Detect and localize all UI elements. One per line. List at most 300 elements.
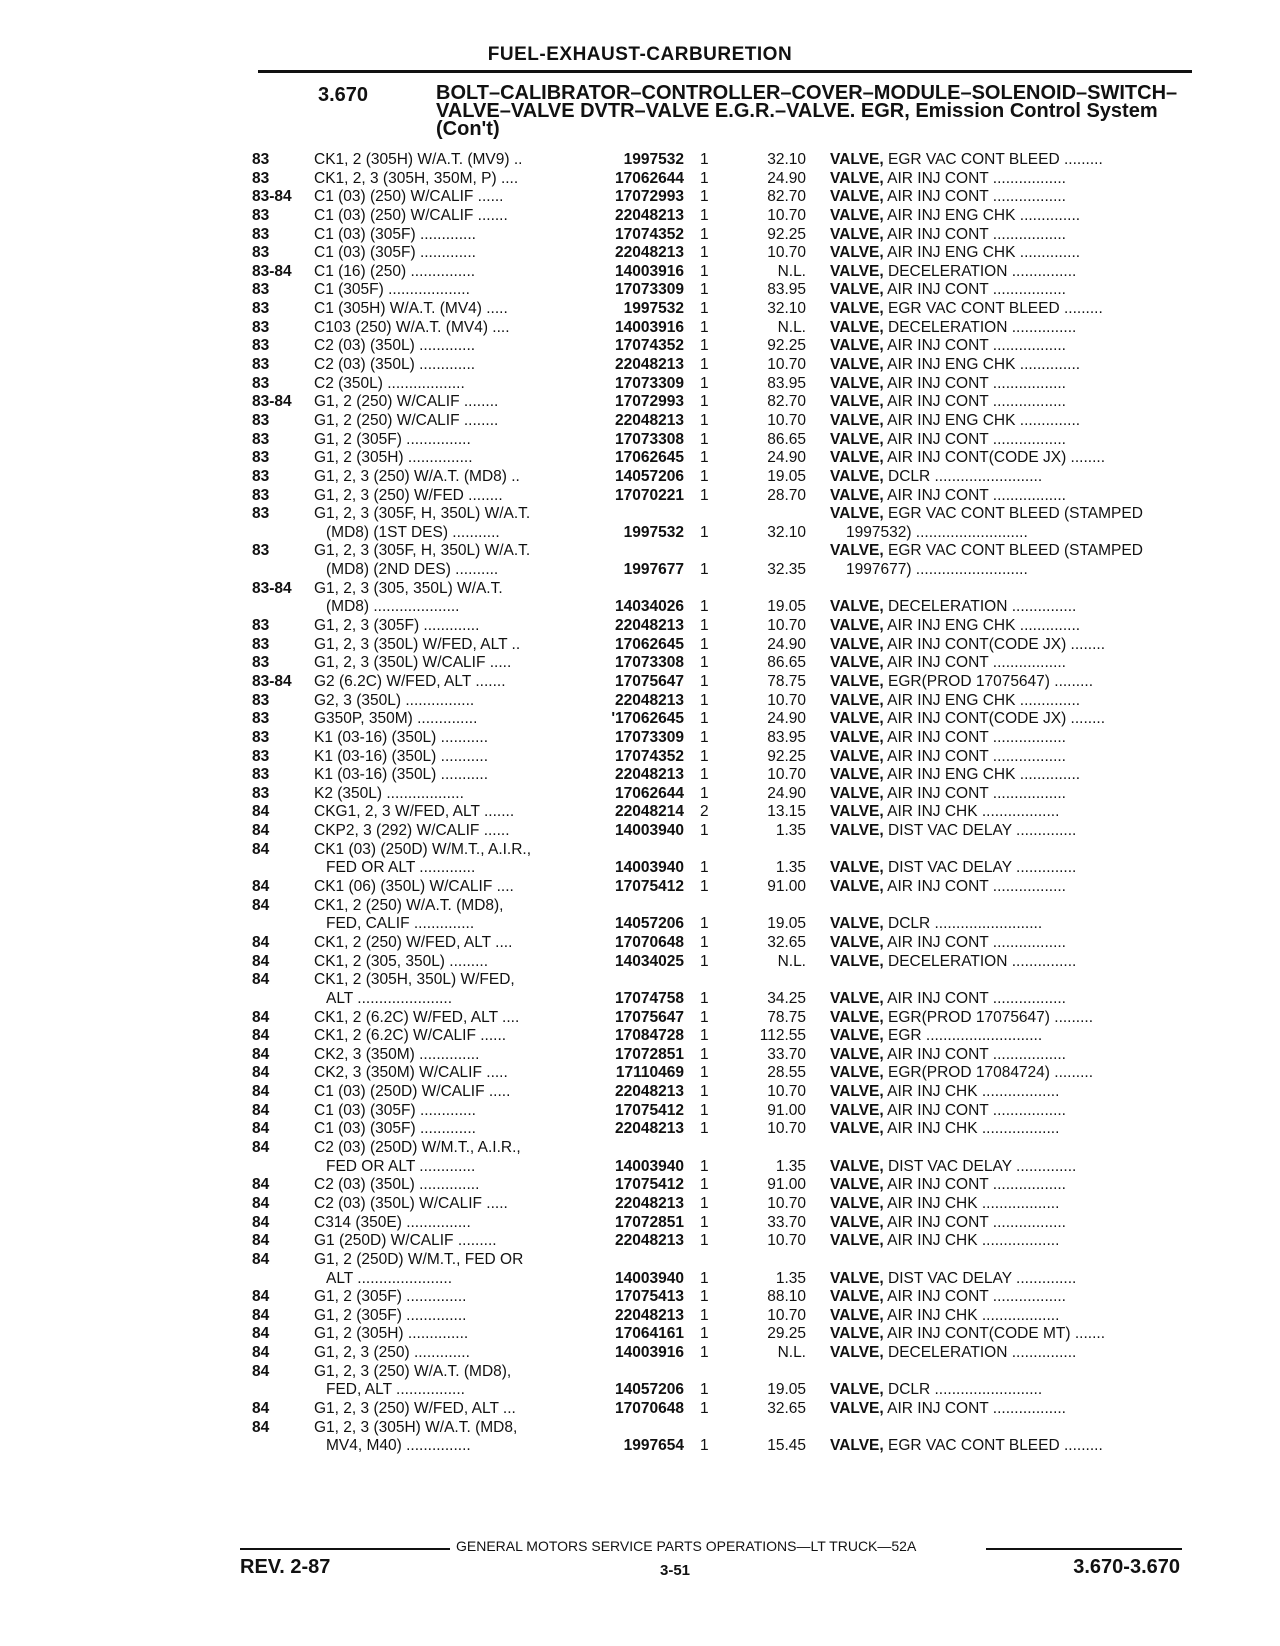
model-year: 84 xyxy=(252,1194,270,1212)
part-number: 22048214 xyxy=(615,803,684,821)
quantity: 1 xyxy=(700,1064,709,1082)
part-name xyxy=(830,244,1080,263)
quantity: 1 xyxy=(700,1437,709,1455)
part-number: 22048213 xyxy=(615,206,684,224)
part-number: 17084728 xyxy=(615,1027,684,1045)
vehicle-description-cont: FED OR ALT ............. xyxy=(326,859,476,877)
part-number: 17070648 xyxy=(615,933,684,951)
price: 83.95 xyxy=(767,374,806,392)
part-number: 22048213 xyxy=(615,1306,684,1324)
part-name-detail: AIR INJ CONT(CODE MT) ....... xyxy=(883,1325,1105,1343)
part-name xyxy=(830,188,1066,207)
part-name xyxy=(830,449,1105,468)
part-name xyxy=(830,1214,1066,1233)
vehicle-description: G1, 2, 3 (305F, H, 350L) W/A.T. xyxy=(314,505,531,523)
header-rule xyxy=(258,70,1192,73)
vehicle-description: C1 (305F) ................... xyxy=(314,281,470,299)
vehicle-description: G1, 2, 3 (250) W/FED ........ xyxy=(314,486,503,504)
part-number: 14003916 xyxy=(615,262,684,280)
vehicle-description-cont: FED OR ALT ............. xyxy=(326,1157,476,1175)
model-year: 83-84 xyxy=(252,188,292,206)
model-year: 84 xyxy=(252,1045,270,1063)
price: 32.65 xyxy=(767,933,806,951)
part-name-noun: VALVE, xyxy=(830,151,884,168)
part-name xyxy=(830,766,1080,785)
vehicle-description: K1 (03-16) (350L) ........... xyxy=(314,766,489,784)
table-row xyxy=(0,1214,1280,1233)
price: 24.90 xyxy=(767,710,806,728)
part-name-detail: EGR(PROD 17075647) ......... xyxy=(883,672,1094,690)
model-year: 83 xyxy=(252,747,270,765)
price: 24.90 xyxy=(767,635,806,653)
part-name-noun: VALVE, xyxy=(830,766,884,784)
part-name xyxy=(830,729,1066,748)
model-year: 84 xyxy=(252,1344,270,1362)
quantity: 1 xyxy=(700,337,709,355)
model-year: 83 xyxy=(252,449,270,467)
vehicle-description: CK1, 2 (6.2C) W/CALIF ...... xyxy=(314,1027,507,1045)
table-row xyxy=(0,1046,1280,1065)
table-row xyxy=(0,785,1280,804)
vehicle-description: CKG1, 2, 3 W/FED, ALT ....... xyxy=(314,803,515,821)
part-number: 17072993 xyxy=(615,393,684,411)
part-number: 22048213 xyxy=(615,1232,684,1250)
model-year: 83 xyxy=(252,169,270,187)
part-name-noun: VALVE, xyxy=(830,1064,884,1082)
part-number: 22048213 xyxy=(615,617,684,635)
table-row xyxy=(0,636,1280,655)
part-name xyxy=(830,1120,1059,1139)
part-name-noun: VALVE, xyxy=(830,356,884,374)
page-header-title: FUEL-EXHAUST-CARBURETION xyxy=(487,44,793,65)
vehicle-description: G1, 2, 3 (350L) W/FED, ALT .. xyxy=(314,635,521,653)
price: 10.70 xyxy=(767,356,806,374)
part-name-detail: AIR INJ CHK .................. xyxy=(883,1120,1060,1138)
part-name xyxy=(830,1344,1076,1363)
price: 15.45 xyxy=(767,1437,806,1455)
table-row xyxy=(0,1307,1280,1326)
model-year: 83 xyxy=(252,617,270,635)
table-row xyxy=(0,710,1280,729)
quantity: 1 xyxy=(700,1381,709,1399)
quantity: 1 xyxy=(700,356,709,374)
model-year: 83 xyxy=(252,542,270,560)
part-name-detail: AIR INJ ENG CHK .............. xyxy=(883,766,1081,784)
part-number: 1997677 xyxy=(623,561,684,579)
quantity: 1 xyxy=(700,374,709,392)
part-name-noun: VALVE, xyxy=(830,784,884,802)
part-name xyxy=(830,263,1076,282)
model-year: 84 xyxy=(252,1008,270,1026)
vehicle-description: CK1, 2 (305H, 350L) W/FED, xyxy=(314,971,515,989)
part-name xyxy=(830,487,1066,506)
vehicle-description: G1, 2 (250) W/CALIF ........ xyxy=(314,411,499,429)
part-name xyxy=(830,654,1066,673)
model-year: 83 xyxy=(252,486,270,504)
part-name-detail: AIR INJ CONT ................. xyxy=(883,1176,1066,1194)
part-name-detail: EGR VAC CONT BLEED ......... xyxy=(883,1437,1103,1455)
part-name xyxy=(830,692,1080,711)
part-name-noun: VALVE, xyxy=(830,542,884,560)
vehicle-description: C314 (350E) ............... xyxy=(314,1213,471,1231)
footer-revision: REV. 2-87 xyxy=(240,1556,331,1578)
model-year: 84 xyxy=(252,1232,270,1250)
part-name-noun: VALVE, xyxy=(830,1325,884,1343)
part-name-noun: VALVE, xyxy=(830,1083,884,1101)
price: 19.05 xyxy=(767,915,806,933)
quantity: 1 xyxy=(700,1045,709,1063)
part-number: 14003940 xyxy=(615,822,684,840)
vehicle-description: CK2, 3 (350M) .............. xyxy=(314,1045,480,1063)
part-number: 1997532 xyxy=(623,151,684,168)
quantity: 1 xyxy=(700,449,709,467)
part-name-detail: AIR INJ CHK .................. xyxy=(883,1083,1060,1101)
quantity: 1 xyxy=(700,188,709,206)
quantity: 1 xyxy=(700,1194,709,1212)
part-name xyxy=(830,468,1042,487)
part-number: 1997654 xyxy=(623,1437,684,1455)
part-name-noun: VALVE, xyxy=(830,1232,884,1250)
part-number: 17075647 xyxy=(615,1008,684,1026)
table-row xyxy=(0,1344,1280,1363)
part-number: 17074352 xyxy=(615,337,684,355)
vehicle-description: G2, 3 (350L) ................ xyxy=(314,691,475,709)
vehicle-description: C1 (03) (250) W/CALIF ...... xyxy=(314,188,504,206)
part-number: 17072851 xyxy=(615,1213,684,1231)
table-row xyxy=(0,151,1280,170)
quantity: 1 xyxy=(700,859,709,877)
vehicle-description-cont: ALT ...................... xyxy=(326,1269,453,1287)
part-name-detail: AIR INJ CHK .................. xyxy=(883,803,1060,821)
part-number: 17062644 xyxy=(615,784,684,802)
table-row xyxy=(0,654,1280,673)
model-year: 84 xyxy=(252,803,270,821)
part-name-noun: VALVE, xyxy=(830,691,884,709)
part-name-noun: VALVE, xyxy=(830,635,884,653)
quantity: 1 xyxy=(700,1083,709,1101)
price: 10.70 xyxy=(767,617,806,635)
price: 10.70 xyxy=(767,411,806,429)
quantity: 1 xyxy=(700,728,709,746)
part-name xyxy=(830,281,1066,300)
price: N.L. xyxy=(777,952,806,970)
part-name-noun: VALVE, xyxy=(830,1120,884,1138)
footer-rule-left xyxy=(240,1548,450,1550)
table-row xyxy=(0,934,1280,953)
price: 91.00 xyxy=(767,1101,806,1119)
price: 86.65 xyxy=(767,654,806,672)
part-name-noun: VALVE, xyxy=(830,449,884,467)
model-year: 83-84 xyxy=(252,672,292,690)
part-number: 1997532 xyxy=(623,523,684,541)
part-name-detail: DCLR ......................... xyxy=(883,915,1043,933)
part-name-noun: VALVE, xyxy=(830,467,884,485)
part-number: 17110469 xyxy=(615,1064,684,1082)
model-year: 83-84 xyxy=(252,393,292,411)
part-number: 14057206 xyxy=(615,915,684,933)
price: 10.70 xyxy=(767,1083,806,1101)
part-name xyxy=(830,1102,1066,1121)
part-name-noun: VALVE, xyxy=(830,206,884,224)
part-name-noun: VALVE, xyxy=(830,1288,884,1306)
model-year: 83 xyxy=(252,710,270,728)
quantity: 1 xyxy=(700,691,709,709)
footer-rule-right xyxy=(986,1548,1182,1550)
price: 88.10 xyxy=(767,1288,806,1306)
part-name xyxy=(830,1083,1059,1102)
part-name-noun: VALVE, xyxy=(830,300,884,318)
vehicle-description: G1, 2 (305F) ............... xyxy=(314,430,471,448)
price: 13.15 xyxy=(767,803,806,821)
table-row xyxy=(0,841,1280,878)
part-number: 14057206 xyxy=(615,467,684,485)
quantity: 1 xyxy=(700,989,709,1007)
price: 83.95 xyxy=(767,728,806,746)
table-row xyxy=(0,1251,1280,1288)
part-name xyxy=(830,990,1066,1009)
vehicle-description: C1 (03) (305F) ............. xyxy=(314,244,476,262)
part-name-noun: VALVE, xyxy=(830,262,884,280)
price: 19.05 xyxy=(767,1381,806,1399)
part-name-detail: EGR VAC CONT BLEED ......... xyxy=(883,300,1103,318)
footer-section-ref: 3.670-3.670 xyxy=(1073,1556,1180,1578)
part-number: 17073308 xyxy=(615,430,684,448)
price: 1.35 xyxy=(775,822,806,840)
part-name-detail: AIR INJ CONT ................. xyxy=(883,654,1066,672)
quantity: 1 xyxy=(700,1008,709,1026)
vehicle-description: C2 (03) (250D) W/M.T., A.I.R., xyxy=(314,1139,521,1157)
part-name-detail: AIR INJ CONT ................. xyxy=(883,225,1066,243)
model-year: 84 xyxy=(252,1418,270,1436)
part-name-detail: DIST VAC DELAY .............. xyxy=(883,822,1077,840)
part-name-noun: VALVE, xyxy=(830,430,884,448)
price: 33.70 xyxy=(767,1045,806,1063)
part-name-detail: AIR INJ CONT ................. xyxy=(883,281,1066,299)
part-name-noun: VALVE, xyxy=(830,169,884,187)
table-row xyxy=(0,1232,1280,1251)
vehicle-description: G1, 2, 3 (250) W/A.T. (MD8), xyxy=(314,1362,512,1380)
model-year: 84 xyxy=(252,896,270,914)
model-year: 83 xyxy=(252,337,270,355)
price: N.L. xyxy=(777,1344,806,1362)
part-name xyxy=(830,375,1066,394)
model-year: 83 xyxy=(252,784,270,802)
part-name-detail: AIR INJ CONT(CODE JX) ........ xyxy=(883,449,1106,467)
part-name-detail: AIR INJ ENG CHK .............. xyxy=(883,356,1081,374)
part-name-noun: VALVE, xyxy=(830,747,884,765)
model-year: 83 xyxy=(252,356,270,374)
part-name-noun: VALVE, xyxy=(830,952,884,970)
quantity: 1 xyxy=(700,1232,709,1250)
table-row xyxy=(0,748,1280,767)
part-number: 14003916 xyxy=(615,1344,684,1362)
part-name-noun: VALVE, xyxy=(830,225,884,243)
vehicle-description: CK1, 2 (305, 350L) ......... xyxy=(314,952,489,970)
part-number: 17075413 xyxy=(615,1288,684,1306)
price: N.L. xyxy=(777,318,806,336)
part-name-detail: AIR INJ CONT ................. xyxy=(883,747,1066,765)
model-year: 84 xyxy=(252,1288,270,1306)
vehicle-description: G1 (250D) W/CALIF ......... xyxy=(314,1232,497,1250)
quantity: 1 xyxy=(700,1325,709,1343)
part-name xyxy=(830,505,1143,524)
table-row xyxy=(0,207,1280,226)
table-row xyxy=(0,542,1280,579)
price: 10.70 xyxy=(767,691,806,709)
part-name xyxy=(830,1009,1093,1028)
price: 1.35 xyxy=(775,859,806,877)
price: 10.70 xyxy=(767,1306,806,1324)
price: 86.65 xyxy=(767,430,806,448)
table-row xyxy=(0,319,1280,338)
table-row xyxy=(0,617,1280,636)
vehicle-description: C2 (03) (350L) ............. xyxy=(314,356,476,374)
part-name-detail: AIR INJ CONT(CODE JX) ........ xyxy=(883,710,1106,728)
vehicle-description: C1 (03) (305F) ............. xyxy=(314,1101,476,1119)
table-row xyxy=(0,803,1280,822)
part-name-detail: DECELERATION ............... xyxy=(883,598,1077,616)
model-year: 84 xyxy=(252,1325,270,1343)
quantity: 1 xyxy=(700,1101,709,1119)
part-name-noun: VALVE, xyxy=(830,1306,884,1324)
part-name-noun: VALVE, xyxy=(830,1269,884,1287)
part-number: 17075412 xyxy=(615,1101,684,1119)
part-name-detail: AIR INJ CONT ................. xyxy=(883,430,1066,448)
quantity: 1 xyxy=(700,672,709,690)
parts-list xyxy=(0,151,1280,1456)
part-name-noun: VALVE, xyxy=(830,1157,884,1175)
vehicle-description: K1 (03-16) (350L) ........... xyxy=(314,728,489,746)
table-row xyxy=(0,1363,1280,1400)
vehicle-description: CK2, 3 (350M) W/CALIF ..... xyxy=(314,1064,508,1082)
model-year: 83 xyxy=(252,300,270,318)
quantity: 1 xyxy=(700,766,709,784)
model-year: 83 xyxy=(252,766,270,784)
vehicle-description: G1, 2 (305F) .............. xyxy=(314,1288,467,1306)
model-year: 83 xyxy=(252,430,270,448)
part-name-noun: VALVE, xyxy=(830,505,884,523)
table-row xyxy=(0,1083,1280,1102)
part-name xyxy=(830,1046,1066,1065)
part-name-detail: DCLR ......................... xyxy=(883,1381,1043,1399)
part-name xyxy=(830,859,1076,878)
quantity: 1 xyxy=(700,486,709,504)
part-name-noun: VALVE, xyxy=(830,281,884,299)
part-name-noun: VALVE, xyxy=(830,244,884,262)
part-number: 22048213 xyxy=(615,411,684,429)
part-number: 14003940 xyxy=(615,1269,684,1287)
table-row xyxy=(0,580,1280,617)
part-number: 17074352 xyxy=(615,747,684,765)
part-name-detail: EGR(PROD 17075647) ......... xyxy=(883,1008,1094,1026)
quantity: 1 xyxy=(700,710,709,728)
quantity: 1 xyxy=(700,244,709,262)
model-year: 84 xyxy=(252,971,270,989)
table-row xyxy=(0,1195,1280,1214)
part-name xyxy=(830,1232,1059,1251)
vehicle-description: CK1, 2 (6.2C) W/FED, ALT .... xyxy=(314,1008,520,1026)
model-year: 83 xyxy=(252,467,270,485)
quantity: 1 xyxy=(700,1400,709,1418)
table-row xyxy=(0,188,1280,207)
vehicle-description: C1 (16) (250) ............... xyxy=(314,262,476,280)
model-year: 84 xyxy=(252,822,270,840)
model-year: 84 xyxy=(252,933,270,951)
quantity: 1 xyxy=(700,1176,709,1194)
part-name-noun: VALVE, xyxy=(830,654,884,672)
table-row xyxy=(0,431,1280,450)
part-name xyxy=(830,710,1105,729)
part-name-noun: VALVE, xyxy=(830,337,884,355)
quantity: 1 xyxy=(700,430,709,448)
part-name xyxy=(830,1176,1066,1195)
vehicle-description: G1, 2, 3 (305, 350L) W/A.T. xyxy=(314,579,503,597)
price: 10.70 xyxy=(767,244,806,262)
vehicle-description: C2 (03) (350L) W/CALIF ..... xyxy=(314,1194,508,1212)
vehicle-description: C1 (03) (305F) ............. xyxy=(314,1120,476,1138)
price: 1.35 xyxy=(775,1269,806,1287)
model-year: 83-84 xyxy=(252,579,292,597)
part-number: 17073309 xyxy=(615,374,684,392)
table-row xyxy=(0,1120,1280,1139)
vehicle-description: CK1, 2, 3 (305H, 350M, P) .... xyxy=(314,169,519,187)
part-name-detail: EGR VAC CONT BLEED ......... xyxy=(883,151,1103,168)
price: 32.10 xyxy=(767,523,806,541)
part-name xyxy=(830,1381,1042,1400)
part-name-detail: DECELERATION ............... xyxy=(883,1344,1077,1362)
vehicle-description: C103 (250) W/A.T. (MV4) .... xyxy=(314,318,510,336)
table-row xyxy=(0,1325,1280,1344)
part-name xyxy=(830,542,1143,561)
model-year: 84 xyxy=(252,1083,270,1101)
quantity: 1 xyxy=(700,1344,709,1362)
table-row xyxy=(0,953,1280,972)
part-name-detail: AIR INJ CONT ................. xyxy=(883,169,1066,187)
part-number: 17073309 xyxy=(615,728,684,746)
part-name xyxy=(830,337,1066,356)
vehicle-description: G1, 2, 3 (250) W/FED, ALT ... xyxy=(314,1400,516,1418)
price: 78.75 xyxy=(767,1008,806,1026)
vehicle-description-cont: (MD8) .................... xyxy=(326,598,460,616)
part-number: 17073309 xyxy=(615,281,684,299)
quantity: 1 xyxy=(700,561,709,579)
model-year: 83 xyxy=(252,206,270,224)
price: 82.70 xyxy=(767,188,806,206)
price: 29.25 xyxy=(767,1325,806,1343)
vehicle-description-cont: (MD8) (2ND DES) .......... xyxy=(326,561,499,579)
vehicle-description: G1, 2 (305H) ............... xyxy=(314,449,473,467)
part-number: '17062645 xyxy=(611,710,684,728)
part-name xyxy=(830,1064,1093,1083)
part-name xyxy=(830,673,1093,692)
part-name-noun: VALVE, xyxy=(830,1101,884,1119)
quantity: 1 xyxy=(700,1269,709,1287)
part-name-noun: VALVE, xyxy=(830,598,884,616)
table-row xyxy=(0,468,1280,487)
part-name xyxy=(830,598,1076,617)
vehicle-description: CK1 (03) (250D) W/M.T., A.I.R., xyxy=(314,840,532,858)
part-number: 1997532 xyxy=(623,300,684,318)
quantity: 1 xyxy=(700,411,709,429)
table-row xyxy=(0,1288,1280,1307)
vehicle-description: CKP2, 3 (292) W/CALIF ...... xyxy=(314,822,510,840)
price: 32.10 xyxy=(767,300,806,318)
table-row xyxy=(0,487,1280,506)
quantity: 1 xyxy=(700,318,709,336)
part-number: 14003916 xyxy=(615,318,684,336)
vehicle-description: G1, 2, 3 (250) ............. xyxy=(314,1344,470,1362)
part-number: 17075647 xyxy=(615,672,684,690)
